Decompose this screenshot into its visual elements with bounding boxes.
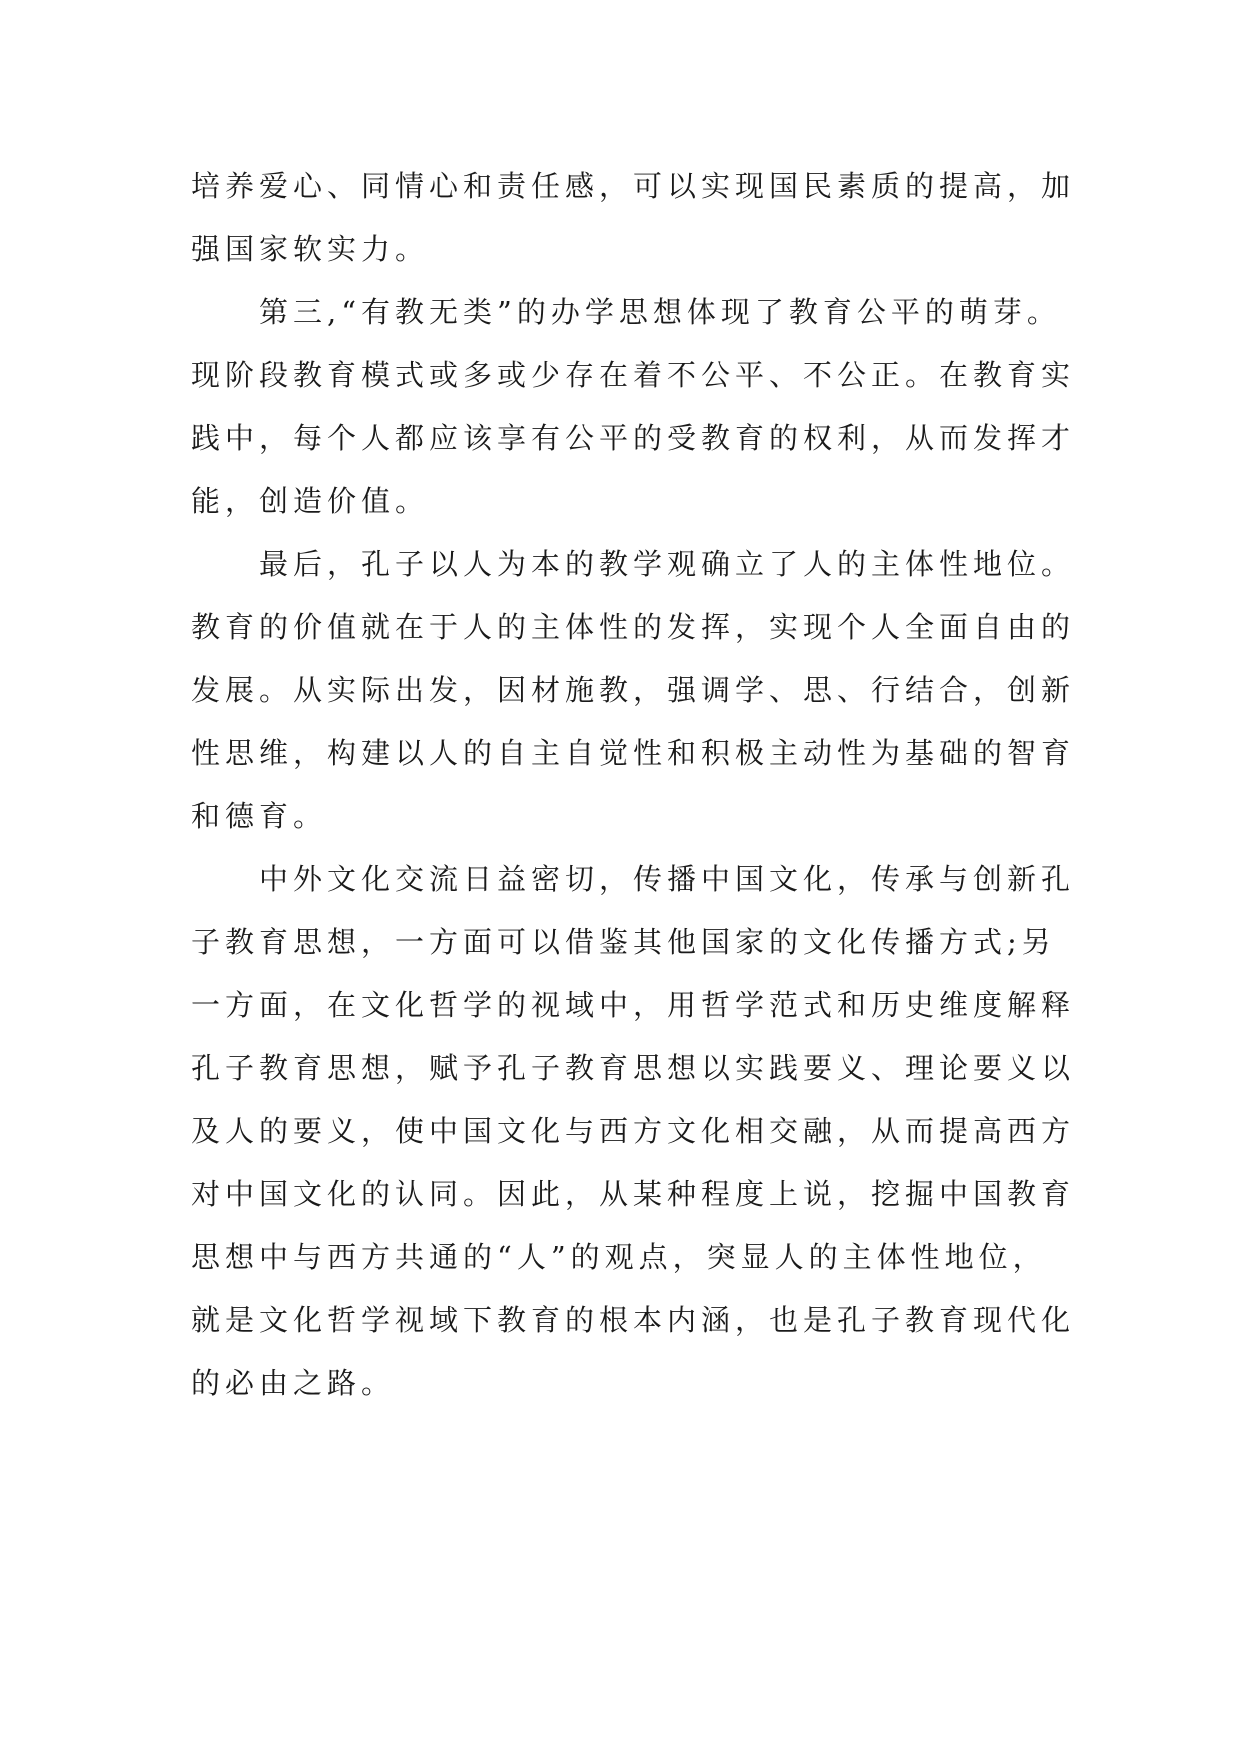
text-line: 对中国文化的认同。因此，从某种程度上说，挖掘中国教育 xyxy=(191,1177,1076,1211)
text-line: 和德育。 xyxy=(191,799,328,833)
text-line: 性思维，构建以人的自主自觉性和积极主动性为基础的智育 xyxy=(191,736,1076,770)
text-line: 中外文化交流日益密切，传播中国文化，传承与创新孔 xyxy=(259,862,1076,896)
text-line: 第三,“有教无类”的办学思想体现了教育公平的萌芽。 xyxy=(259,295,1061,329)
text-line: 就是文化哲学视域下教育的根本内涵，也是孔子教育现代化 xyxy=(191,1303,1076,1337)
text-line: 践中，每个人都应该享有公平的受教育的权利，从而发挥才 xyxy=(191,421,1076,455)
text-line: 能，创造价值。 xyxy=(191,484,430,518)
text-line: 的必由之路。 xyxy=(191,1366,396,1400)
text-line: 强国家软实力。 xyxy=(191,232,430,266)
text-line: 最后，孔子以人为本的教学观确立了人的主体性地位。 xyxy=(259,547,1076,581)
text-line: 一方面，在文化哲学的视域中，用哲学范式和历史维度解释 xyxy=(191,988,1076,1022)
text-line: 思想中与西方共通的“人”的观点，突显人的主体性地位， xyxy=(191,1240,1047,1274)
text-line: 现阶段教育模式或多或少存在着不公平、不公正。在教育实 xyxy=(191,358,1076,392)
text-line: 发展。从实际出发，因材施教，强调学、思、行结合，创新 xyxy=(191,673,1076,707)
body-text xyxy=(191,155,1076,1415)
text-line: 孔子教育思想，赋予孔子教育思想以实践要义、理论要义以 xyxy=(191,1051,1076,1085)
text-line: 教育的价值就在于人的主体性的发挥，实现个人全面自由的 xyxy=(191,610,1076,644)
text-line: 培养爱心、同情心和责任感，可以实现国民素质的提高，加 xyxy=(191,169,1076,203)
text-line: 及人的要义，使中国文化与西方文化相交融，从而提高西方 xyxy=(191,1114,1076,1148)
text-line: 子教育思想，一方面可以借鉴其他国家的文化传播方式;另 xyxy=(191,925,1056,959)
